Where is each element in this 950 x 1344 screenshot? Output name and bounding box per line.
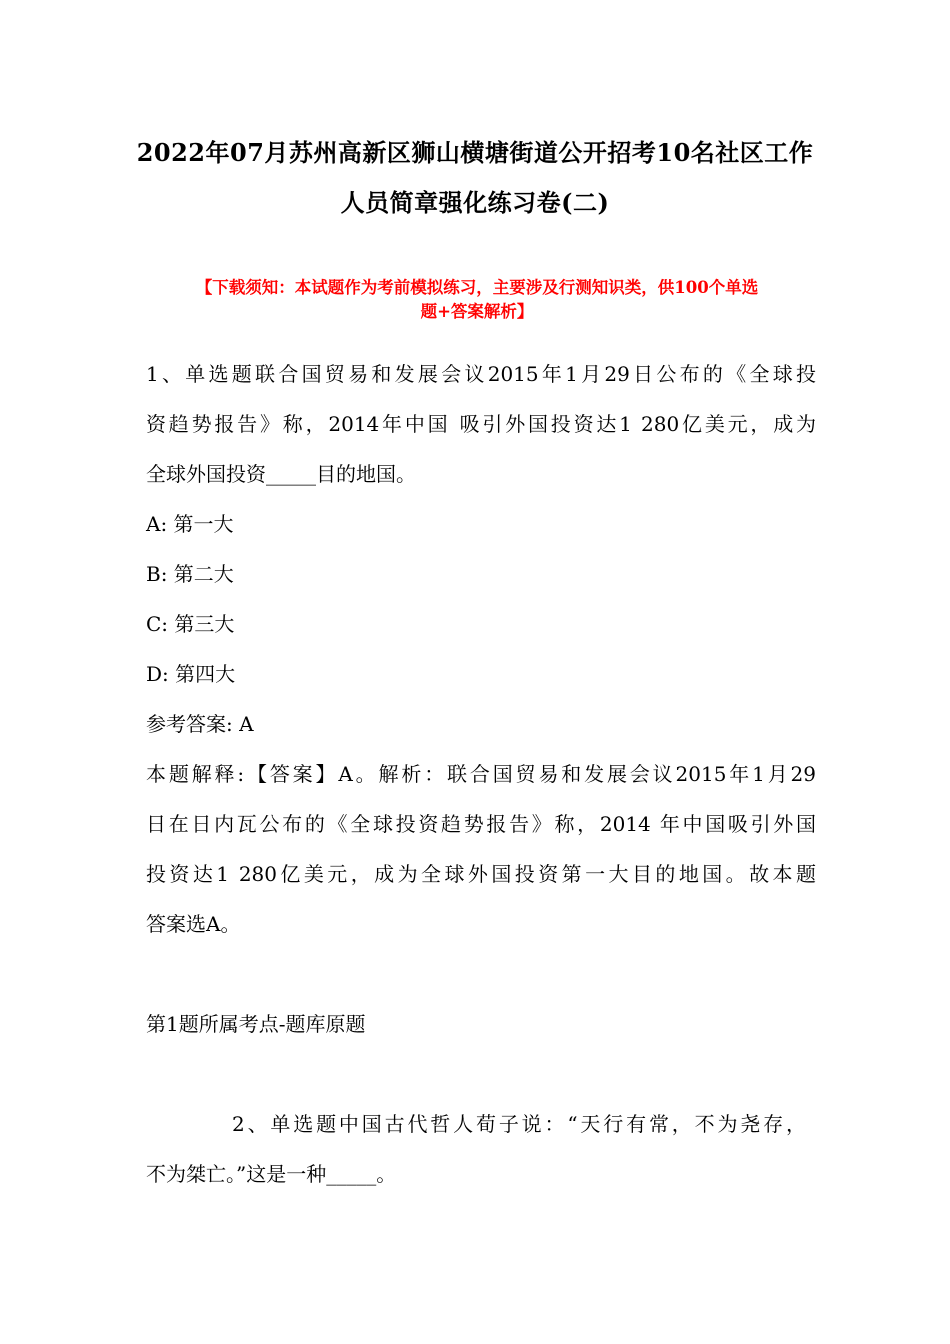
download-notice-line-2: 题+答案解析】 xyxy=(420,302,534,321)
question-1-explanation-line-3: 投资达1 280亿美元，成为全球外国投资第一大目的地国。故本题 xyxy=(146,862,816,886)
question-1-option-b: B: 第二大 xyxy=(146,562,234,586)
question-2-stem-line-2: 不为桀亡。”这是一种_____。 xyxy=(146,1162,397,1186)
question-1-explanation-line-4: 答案选A。 xyxy=(146,912,241,936)
download-notice-line-1: 【下载须知：本试题作为考前模拟练习，主要涉及行测知识类，供100个单选 xyxy=(195,278,759,297)
document-title-line-1: 2022年07月苏州高新区狮山横塘街道公开招考10名社区工作 xyxy=(136,138,814,167)
question-1-explanation-line-2: 日在日内瓦公布的《全球投资趋势报告》称，2014 年中国吸引外国 xyxy=(146,812,816,836)
question-1-explanation-line-1: 本题解释:【答案】A。解析：联合国贸易和发展会议2015年1月29 xyxy=(146,762,816,786)
question-1-option-d: D: 第四大 xyxy=(146,662,236,686)
question-1-stem-line-2: 资趋势报告》称，2014年中国 吸引外国投资达1 280亿美元，成为 xyxy=(146,412,816,436)
question-1-answer: 参考答案: A xyxy=(146,712,254,736)
question-1-option-a: A: 第一大 xyxy=(146,512,234,536)
question-1-stem-line-1: 1、单选题联合国贸易和发展会议2015年1月29日公布的《全球投 xyxy=(146,362,816,386)
question-2-stem-line-1: 2、单选题中国古代哲人荀子说：“天行有常，不为尧存， xyxy=(232,1112,806,1136)
question-1-option-c: C: 第三大 xyxy=(146,612,235,636)
document-title-line-2: 人员简章强化练习卷(二) xyxy=(340,188,610,217)
question-1-source: 第1题所属考点-题库原题 xyxy=(146,1012,366,1036)
question-1-stem-line-3: 全球外国投资_____目的地国。 xyxy=(146,462,416,486)
